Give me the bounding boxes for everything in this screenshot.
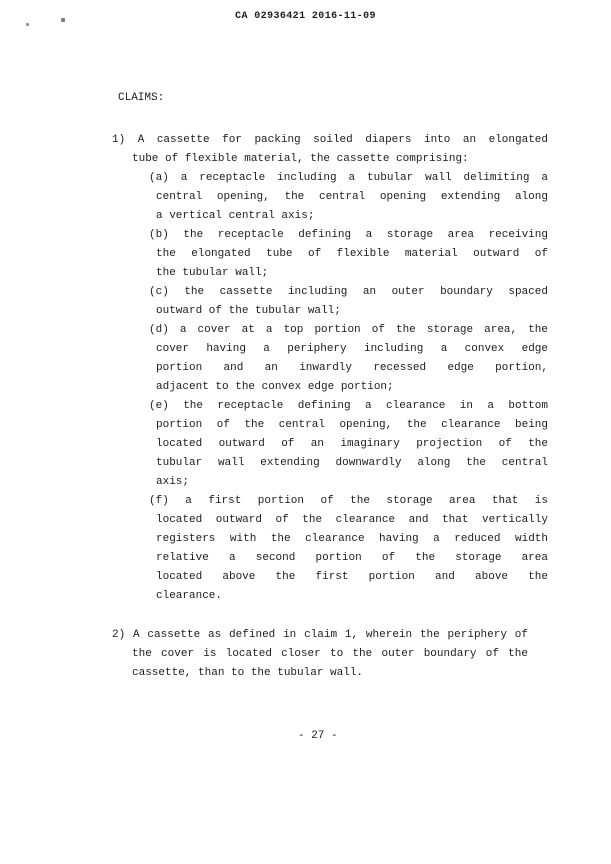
claim-text: A cassette as defined in claim 1, wherein the periphery of: [133, 629, 528, 641]
text-line: [112, 397, 548, 416]
text-line: registers with the clearance having a reduced width: [156, 533, 548, 545]
claim-2: [112, 626, 528, 683]
text-line: the cover is located closer to the outer boundary of the: [132, 648, 528, 660]
text-line: portion of the central opening, the clearance being: [156, 419, 548, 431]
text-line: a vertical central axis;: [156, 210, 315, 222]
text-line: axis;: [156, 476, 190, 488]
text-line: cover having a periphery including a convex edge: [156, 343, 548, 355]
claim-number: 1): [112, 134, 126, 146]
text-line: [112, 131, 548, 150]
text-line: the tubular wall;: [156, 267, 269, 279]
item-label: (c): [149, 286, 169, 298]
text-line: located outward of the clearance and that vertically: [156, 514, 548, 526]
text-line: the elongated tube of flexible material outward of: [156, 248, 548, 260]
item-label: (b): [149, 229, 169, 241]
item-text: the receptacle defining a storage area receiving: [183, 229, 548, 241]
text-line: portion and an inwardly recessed edge portion,: [156, 362, 548, 374]
text-line: tubular wall extending downwardly along the central: [156, 457, 548, 469]
item-text: the cassette including an outer boundary spaced: [184, 286, 548, 298]
text-line: central opening, the central opening extending along: [156, 191, 548, 203]
claim-1: [112, 131, 548, 606]
text-line: cassette, than to the tubular wall.: [132, 667, 364, 679]
item-text: a cover at a top portion of the storage area, the: [179, 324, 549, 336]
patent-header: CA 02936421 2016-11-09: [235, 11, 376, 22]
text-line: adjacent to the convex edge portion;: [156, 381, 394, 393]
text-line: outward of the tubular wall;: [156, 305, 341, 317]
item-text: a first portion of the storage area that is: [185, 495, 548, 507]
claims-body: [112, 131, 548, 683]
text-line: located above the first portion and above the: [156, 571, 548, 583]
item-text: a receptacle including a tubular wall delimiting a: [180, 172, 548, 184]
scan-artifact-dot: [26, 23, 29, 26]
claim-number: 2): [112, 629, 126, 641]
text-line: [112, 626, 528, 645]
item-label: (a): [149, 172, 169, 184]
item-text: the receptacle defining a clearance in a bottom: [183, 400, 548, 412]
claim-text: A cassette for packing soiled diapers into an elongated: [137, 134, 549, 146]
text-line: [112, 492, 548, 511]
claims-heading: CLAIMS:: [118, 92, 165, 104]
text-line: located outward of an imaginary projection of the: [156, 438, 548, 450]
text-line: [112, 321, 548, 340]
text-line: tube of flexible material, the cassette comprising:: [132, 153, 469, 165]
item-label: (f): [149, 495, 169, 507]
item-label: (e): [149, 400, 169, 412]
item-label: (d): [149, 324, 169, 336]
text-line: [112, 283, 548, 302]
text-line: relative a second portion of the storage area: [156, 552, 548, 564]
text-line: [112, 169, 548, 188]
page-number: - 27 -: [298, 730, 338, 742]
text-line: [112, 226, 548, 245]
text-line: clearance.: [156, 590, 223, 602]
